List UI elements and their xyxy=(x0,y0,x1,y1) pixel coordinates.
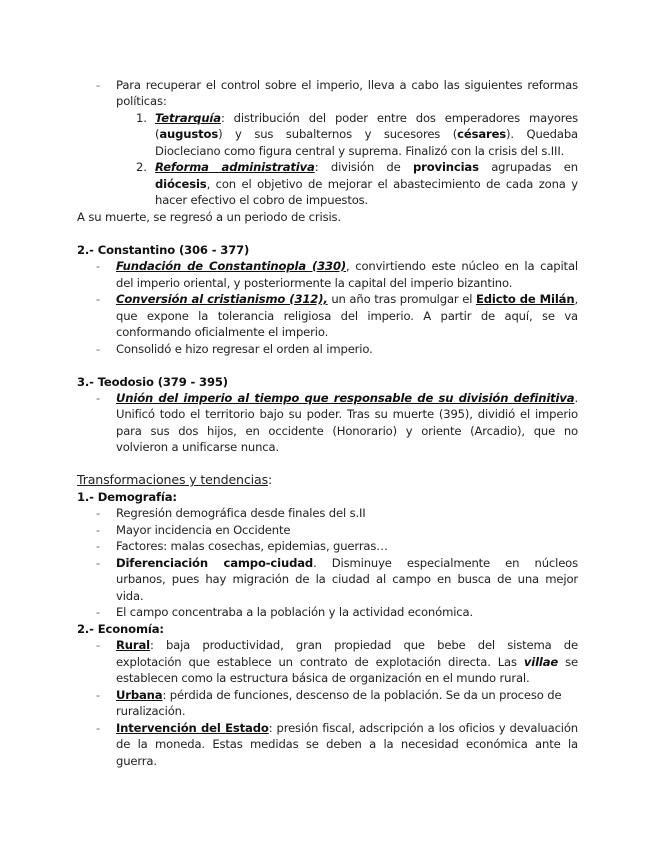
bullet-dash: - xyxy=(96,342,101,356)
list-item-text: hacer efectivo el cobro de impuestos. xyxy=(155,193,369,207)
section-heading: 2.- Constantino (306 - 377) xyxy=(77,243,250,257)
list-number: 2. xyxy=(136,160,147,174)
section-heading: 2.- Economía: xyxy=(77,622,164,636)
list-item-text: Tetrarquía: distribución del poder entre dos emperadores mayores xyxy=(155,111,578,125)
bullet-dash: - xyxy=(96,638,101,652)
bullet-dash: - xyxy=(96,292,101,306)
term-intervencion-estado: Intervención del Estado xyxy=(116,721,269,735)
list-item-text: Consolidó e hizo regresar el orden al imperio. xyxy=(116,342,373,356)
bullet-dash: - xyxy=(96,605,101,619)
intro-text-line: Para recuperar el control sobre el imperio, lleva a cabo las siguientes reformas xyxy=(116,78,578,92)
list-item-text: Unión del imperio al tiempo que responsable de su división definitiva. xyxy=(116,391,578,405)
bullet-dash: - xyxy=(96,556,101,570)
intro-text-line: políticas: xyxy=(116,94,167,108)
term-fundacion: Fundación de Constantinopla (330) xyxy=(116,259,347,273)
list-item-text: guerra. xyxy=(116,754,157,768)
list-item-text: Diferenciación campo-ciudad. Disminuye especialmente en núcleos xyxy=(116,556,579,570)
bullet-dash: - xyxy=(96,523,101,537)
term-diferenciacion: Diferenciación campo-ciudad xyxy=(116,556,314,570)
list-item-text: que expone la tolerancia religiosa del imperio. A partir de aquí, se va xyxy=(116,309,578,323)
list-item-text: El campo concentraba a la población y la actividad económica. xyxy=(116,605,474,619)
list-item-text: Fundación de Constantinopla (330), convirtiendo este núcleo en la capital xyxy=(116,259,578,273)
term-conversion: Conversión al cristianismo (312), xyxy=(116,292,328,306)
list-item-text: volvieron a unificarse nunca. xyxy=(116,440,280,454)
list-item-text: Reforma administrativa: división de provincias agrupadas en xyxy=(155,160,578,174)
list-item-text: para sus dos hijos, en occidente (Honorario) y oriente (Arcadio), que no xyxy=(116,424,578,438)
bullet-dash: - xyxy=(96,259,101,273)
list-item-text: ruralización. xyxy=(116,704,186,718)
term-urbana: Urbana xyxy=(116,688,163,702)
bullet-dash: - xyxy=(96,721,101,735)
section-heading: 1.- Demografía: xyxy=(77,490,177,504)
list-number: 1. xyxy=(136,111,147,125)
bullet-dash: - xyxy=(96,506,101,520)
list-item-text: Regresión demográfica desde finales del s.II xyxy=(116,506,366,520)
list-item-text: Mayor incidencia en Occidente xyxy=(116,523,291,537)
term-union-imperio: Unión del imperio al tiempo que responsable de su división definitiva xyxy=(116,391,575,405)
list-item-text: Urbana: pérdida de funciones, descenso de la población. Se da un proceso de xyxy=(116,688,562,702)
term-rural: Rural xyxy=(116,638,150,652)
bullet-dash: - xyxy=(96,539,101,553)
list-item-text: del imperio oriental, y posteriormente la capital del imperio bizantino. xyxy=(116,276,513,290)
term-reforma-administrativa: Reforma administrativa xyxy=(155,160,315,174)
paragraph: A su muerte, se regresó a un periodo de crisis. xyxy=(77,210,341,224)
list-item-text: diócesis, con el objetivo de mejorar el abastecimiento de cada zona y xyxy=(155,177,578,191)
list-item-text: urbanos, pues hay migración de la ciudad al campo en busca de una mejor xyxy=(116,572,578,586)
list-item-text: de la moneda. Estas medidas se deben a la necesidad económica ante la xyxy=(116,737,578,751)
list-item-text: establecen como la estructura básica de organización en el mundo rural. xyxy=(116,671,530,685)
list-item-text: vida. xyxy=(116,589,144,603)
list-item-text: Rural: baja productividad, gran propiedad que bebe del sistema de xyxy=(116,638,578,652)
section-heading: 3.- Teodosio (379 - 395) xyxy=(77,375,228,389)
list-item-text: Diocleciano como figura central y suprema. Finalizó con la crisis del s.III. xyxy=(155,144,565,158)
list-item-text: (augustos) y sus subalternos y sucesores (césares). Quedaba xyxy=(155,127,578,141)
list-item-text: conformando oficialmente el imperio. xyxy=(116,325,329,339)
list-item-text: Unificó todo el territorio bajo su poder. Tras su muerte (395), dividió el imperio xyxy=(116,407,578,421)
list-item-text: Intervención del Estado: presión fiscal, adscripción a los oficios y devaluación xyxy=(116,721,578,735)
bullet-dash: - xyxy=(96,688,101,702)
term-tetrarquia: Tetrarquía xyxy=(155,111,221,125)
list-item-text: Factores: malas cosechas, epidemias, guerras… xyxy=(116,539,388,553)
bullet-dash: - xyxy=(96,391,101,405)
list-item-text: explotación que establece un contrato de explotación directa. Las villae se xyxy=(116,655,578,669)
list-item-text: Conversión al cristianismo (312), un año tras promulgar el Edicto de Milán, xyxy=(116,292,578,306)
subsection-title: Transformaciones y tendencias: xyxy=(77,472,273,487)
bullet-dash: - xyxy=(96,78,101,92)
